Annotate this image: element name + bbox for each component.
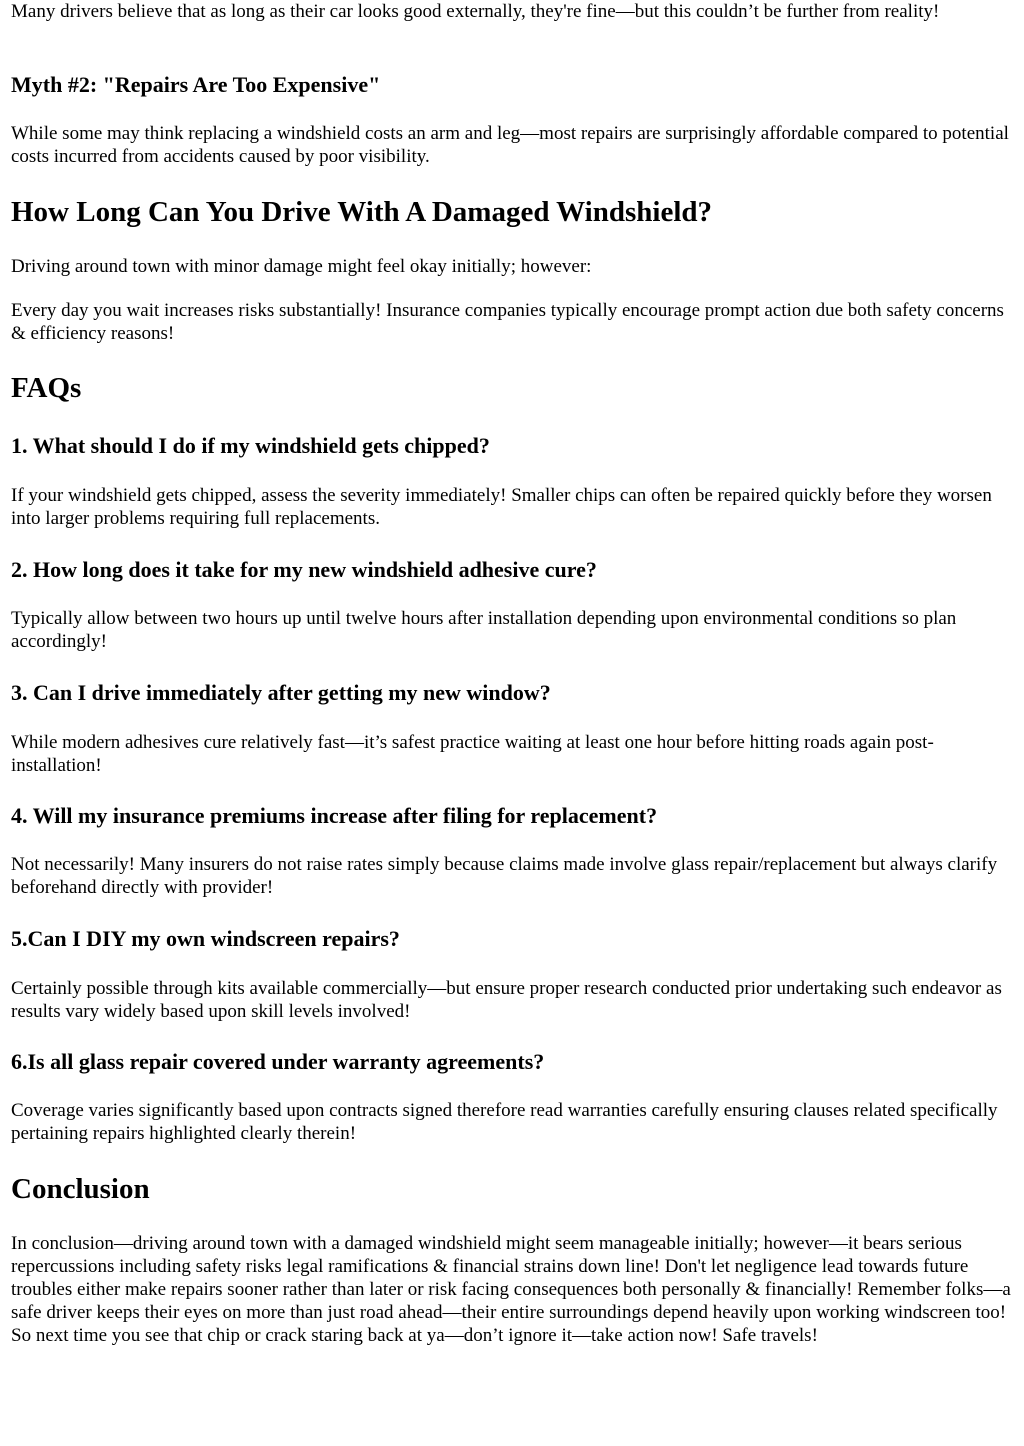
faq-question-3: 3. Can I drive immediately after getting my new window? (11, 680, 551, 705)
faqs-heading: FAQs (11, 372, 82, 404)
faq-answer-5: Certainly possible through kits available commercially—but ensure proper research conducted prior undertaking such endeavor as results vary widely based upon skill levels involved! (11, 978, 1002, 1022)
faq-question-4: 4. Will my insurance premiums increase after filing for replacement? (11, 803, 658, 828)
faq-question-5: 5.Can I DIY my own windscreen repairs? (11, 926, 400, 951)
faq-answer-3: While modern adhesives cure relatively fast—it’s safest practice waiting at least one hour before hitting roads again post-installation! (11, 732, 934, 776)
intro-paragraph: Many drivers believe that as long as their car looks good externally, they're fine—but this couldn’t be further from reality! (11, 1, 940, 22)
conclusion-paragraph: In conclusion—driving around town with a damaged windshield might seem manageable initially; however—it bears serious repercussions including safety risks legal ramifications & financial strains down line! Don't let negligence lead towards future troubles either make repairs sooner rather than later or risk facing consequences both personally & financially! Remember folks—a safe driver keeps their eyes on more than just road ahead—their entire surroundings depend heavily upon working windscreen too! So next time you see that chip or crack staring back at ya—don’t ignore it—take action now! Safe travels! (11, 1233, 1011, 1346)
faq-question-1: 1. What should I do if my windshield gets chipped? (11, 433, 490, 458)
faq-answer-6: Coverage varies significantly based upon contracts signed therefore read warranties carefully ensuring clauses related specifically pertaining repairs highlighted clearly therein! (11, 1100, 998, 1144)
how-long-paragraph-2: Every day you wait increases risks substantially! Insurance companies typically encourage prompt action due both safety concerns & efficiency reasons! (11, 300, 1004, 344)
conclusion-heading: Conclusion (11, 1173, 150, 1205)
faq-answer-2: Typically allow between two hours up until twelve hours after installation depending upon environmental conditions so plan accordingly! (11, 608, 957, 652)
faq-question-6: 6.Is all glass repair covered under warranty agreements? (11, 1049, 545, 1074)
myth-2-heading: Myth #2: "Repairs Are Too Expensive" (11, 72, 381, 97)
myth-2-paragraph: While some may think replacing a windshield costs an arm and leg—most repairs are surprisingly affordable compared to potential costs incurred from accidents caused by poor visibility. (11, 123, 1009, 167)
how-long-paragraph-1: Driving around town with minor damage might feel okay initially; however: (11, 256, 592, 277)
faq-answer-4: Not necessarily! Many insurers do not raise rates simply because claims made involve glass repair/replacement but always clarify beforehand directly with provider! (11, 854, 998, 898)
faq-question-2: 2. How long does it take for my new windshield adhesive cure? (11, 557, 597, 582)
faq-answer-1: If your windshield gets chipped, assess the severity immediately! Smaller chips can often be repaired quickly before they worsen into larger problems requiring full replacements. (11, 485, 992, 529)
how-long-heading: How Long Can You Drive With A Damaged Windshield? (11, 196, 712, 228)
